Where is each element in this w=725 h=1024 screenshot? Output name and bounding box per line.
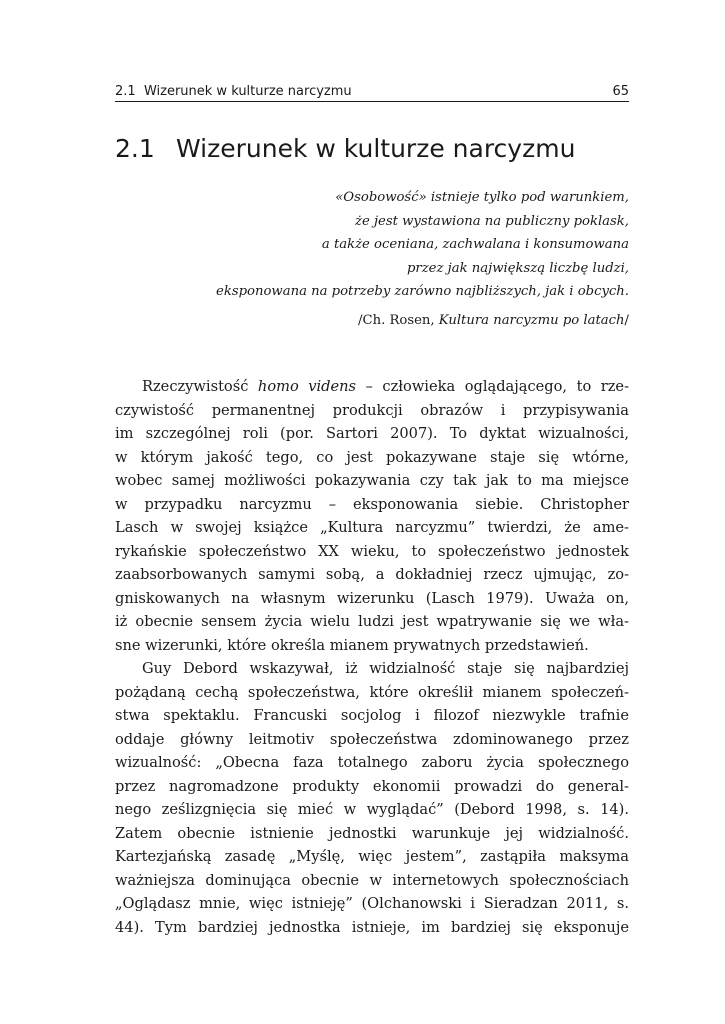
paragraph-line: wobec samej możliwości pokazywania czy tak jak to ma miejsce: [115, 472, 629, 489]
text-run-italic: homo videns: [257, 378, 357, 395]
running-title: 2.1 Wizerunek w kulturze narcyzmu: [115, 84, 352, 99]
paragraph-line: ważniejsza dominująca obecnie w internetowych społecznościach: [115, 871, 629, 889]
chapter-title: Wizerunek w kulturze narcyzmu: [176, 134, 576, 163]
paragraph-line: pożądaną cechą społeczeństwa, które określił mianem społeczeń-: [115, 683, 629, 701]
page-number: 65: [612, 84, 629, 99]
paragraph-line: Guy Debord wskazywał, iż widzialność staje się najbardziej: [142, 660, 629, 677]
paragraph-line: sne wizerunki, które określa mianem prywatnych przedstawień.: [115, 636, 589, 654]
epigraph-line: eksponowana na potrzeby zarówno najbliższych, jak i obcych.: [216, 284, 629, 299]
paragraph-line: 44). Tym bardziej jednostka istnieje, im bardziej się eksponuje: [115, 918, 629, 936]
paragraph-line: oddaje główny leitmotiv społeczeństwa zdominowanego przez: [115, 730, 629, 748]
paragraph-line: Lasch w swojej książce „Kultura narcyzmu” twierdzi, że ame-: [115, 519, 629, 536]
attribution-author: /Ch. Rosen,: [358, 313, 439, 328]
attribution-end: /: [624, 313, 629, 328]
paragraph-line: Kartezjańską zasadę „Myślę, więc jestem”, zastąpiła maksyma: [115, 848, 629, 865]
paragraph-line: „Oglądasz mnie, więc istnieję” (Olchanowski i Sieradzan 2011, s.: [115, 895, 629, 912]
attribution-work: Kultura narcyzmu po latach: [438, 313, 625, 328]
paragraph-line: Zatem obecnie istnienie jednostki warunkuje jej widzialność.: [115, 824, 629, 842]
text-run: Rzeczywistość: [142, 378, 258, 395]
paragraph-line: przez nagromadzone produkty ekonomii prowadzi do general-: [115, 777, 629, 795]
paragraph-line: [115, 375, 629, 399]
chapter-heading: [115, 133, 629, 165]
paragraph-line: nego ześlizgnięcia się mieć w wyglądać” (Debord 1998, s. 14).: [115, 801, 629, 818]
paragraph-line: wizualność: „Obecna faza totalnego zaboru życia społecznego: [115, 754, 629, 771]
epigraph-line: «Osobowość» istnieje tylko pod warunkiem,: [335, 190, 629, 205]
body-text: [115, 375, 629, 939]
chapter-number: 2.1: [115, 134, 155, 163]
paragraph-line: stwa spektaklu. Francuski socjolog i filozof niezwykle trafnie: [115, 707, 629, 724]
epigraph-attribution: [115, 310, 629, 332]
paragraph-line: w przypadku narcyzmu – eksponowania siebie. Christopher: [115, 495, 629, 513]
paragraph-line: czywistość permanentnej produkcji obrazów i przypisywania: [115, 401, 629, 419]
paragraph-line: im szczególnej roli (por. Sartori 2007). To dyktat wizualności,: [115, 425, 629, 442]
epigraph-line: że jest wystawiona na publiczny poklask,: [355, 213, 629, 229]
paragraph-line: zaabsorbowanych samymi sobą, a dokładniej rzecz ujmując, zo-: [115, 566, 629, 583]
epigraph: [115, 186, 629, 304]
paragraph-line: rykańskie społeczeństwo XX wieku, to społeczeństwo jednostek: [115, 542, 629, 560]
text-run: – człowieka oglądającego, to rze-: [356, 378, 629, 395]
epigraph-line: przez jak największą liczbę ludzi,: [406, 260, 629, 276]
paragraph-line: iż obecnie sensem życia wielu ludzi jest wpatrywanie się we wła-: [115, 613, 629, 630]
epigraph-line: a także oceniana, zachwalana i konsumowana: [321, 237, 629, 252]
paragraph-line: gniskowanych na własnym wizerunku (Lasch 1979). Uważa on,: [115, 589, 629, 607]
paragraph-line: w którym jakość tego, co jest pokazywane staje się wtórne,: [115, 448, 629, 466]
running-header: [115, 83, 629, 102]
